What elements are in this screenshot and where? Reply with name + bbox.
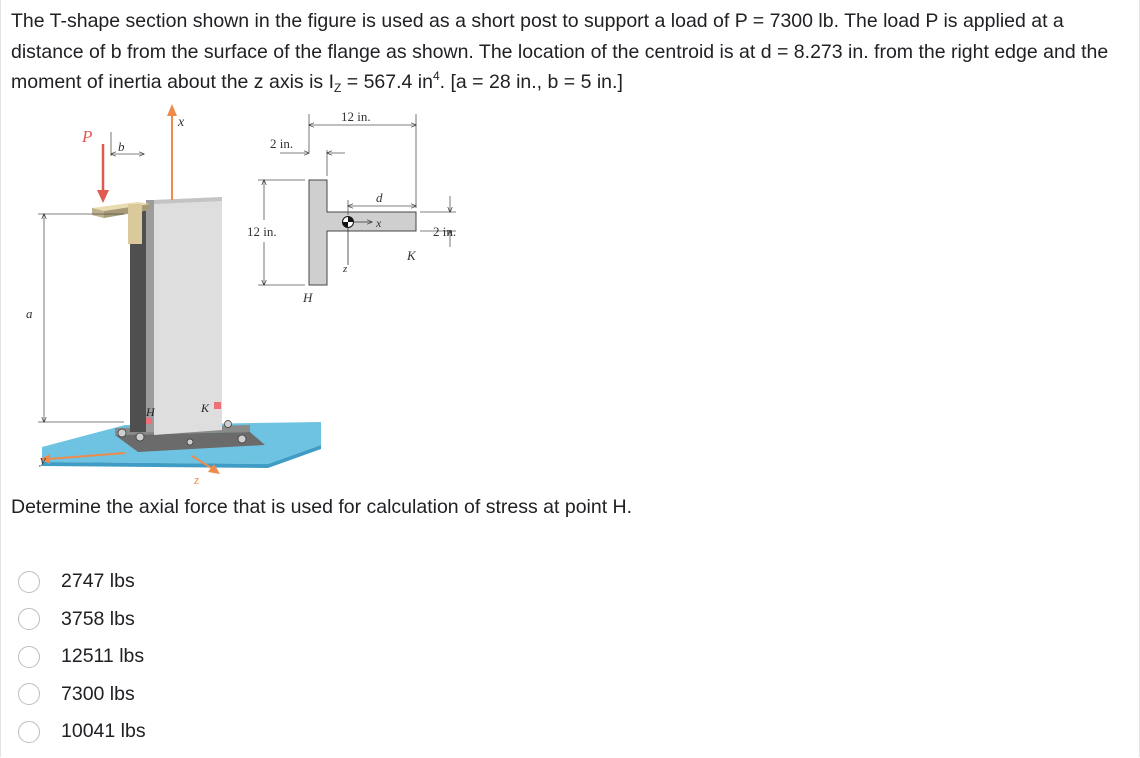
radio-button[interactable] [18,608,40,630]
option-12511[interactable] [18,638,146,676]
load-arrow [97,144,109,203]
dim-label-12-left: 12 in. [247,224,277,239]
iz-subscript: Z [334,81,342,95]
point-label-k: K [201,401,210,415]
section-label-z: z [343,263,348,275]
problem-text: The T-shape section shown in the figure is used as a short post to support a load of P = 7300 lb. The load P is applied at a distance of b from the surface of the flange as shown. The location of the centroid is at d = 8.273 in. from the right edge and the moment of inertia about the z axis is I [11,10,1109,93]
dim-label-2-right: 2 in. [433,224,457,239]
axis-label-y: y [40,452,46,467]
section-label-h: H [303,290,313,305]
option-label: 3758 lbs [61,607,135,630]
load-bracket [92,202,150,244]
problem-statement [11,6,1131,98]
t-cross-section [309,180,416,285]
problem-text-3: . [a = 28 in., b = 5 in.] [439,71,623,93]
inertia-exponent: 4 [432,69,440,83]
radio-button[interactable] [18,571,40,593]
point-label-h: H [146,405,155,419]
option-10041[interactable] [18,713,146,751]
axis-label-z: z [194,472,200,487]
section-label-x: x [376,216,382,230]
load-label-p: P [82,127,93,146]
option-7300[interactable] [18,676,146,714]
problem-text-2: = 567.4 in [341,71,433,93]
option-label: 2747 lbs [61,570,135,593]
section-label-k: K [407,248,416,263]
radio-button[interactable] [18,646,40,668]
dim-label-b: b [118,139,125,154]
radio-button[interactable] [18,721,40,743]
t-post [130,197,222,435]
option-2747[interactable] [18,563,146,601]
dim-label-2-flange: 2 in. [270,136,294,151]
t-post-figure [0,100,480,495]
option-label: 10041 lbs [61,720,146,743]
dim-label-d: d [376,190,383,205]
x-axis-arrow [167,104,177,200]
option-3758[interactable] [18,601,146,639]
question-prompt: Determine the axial force that is used for calculation of stress at point H. [11,496,633,518]
dim-label-a: a [26,306,33,321]
point-k-marker [214,402,221,409]
option-label: 7300 lbs [61,682,135,705]
answer-options [18,563,146,751]
dim-label-12-top: 12 in. [341,109,371,124]
axis-label-x: x [178,115,185,130]
radio-button[interactable] [18,683,40,705]
option-label: 12511 lbs [61,645,145,668]
